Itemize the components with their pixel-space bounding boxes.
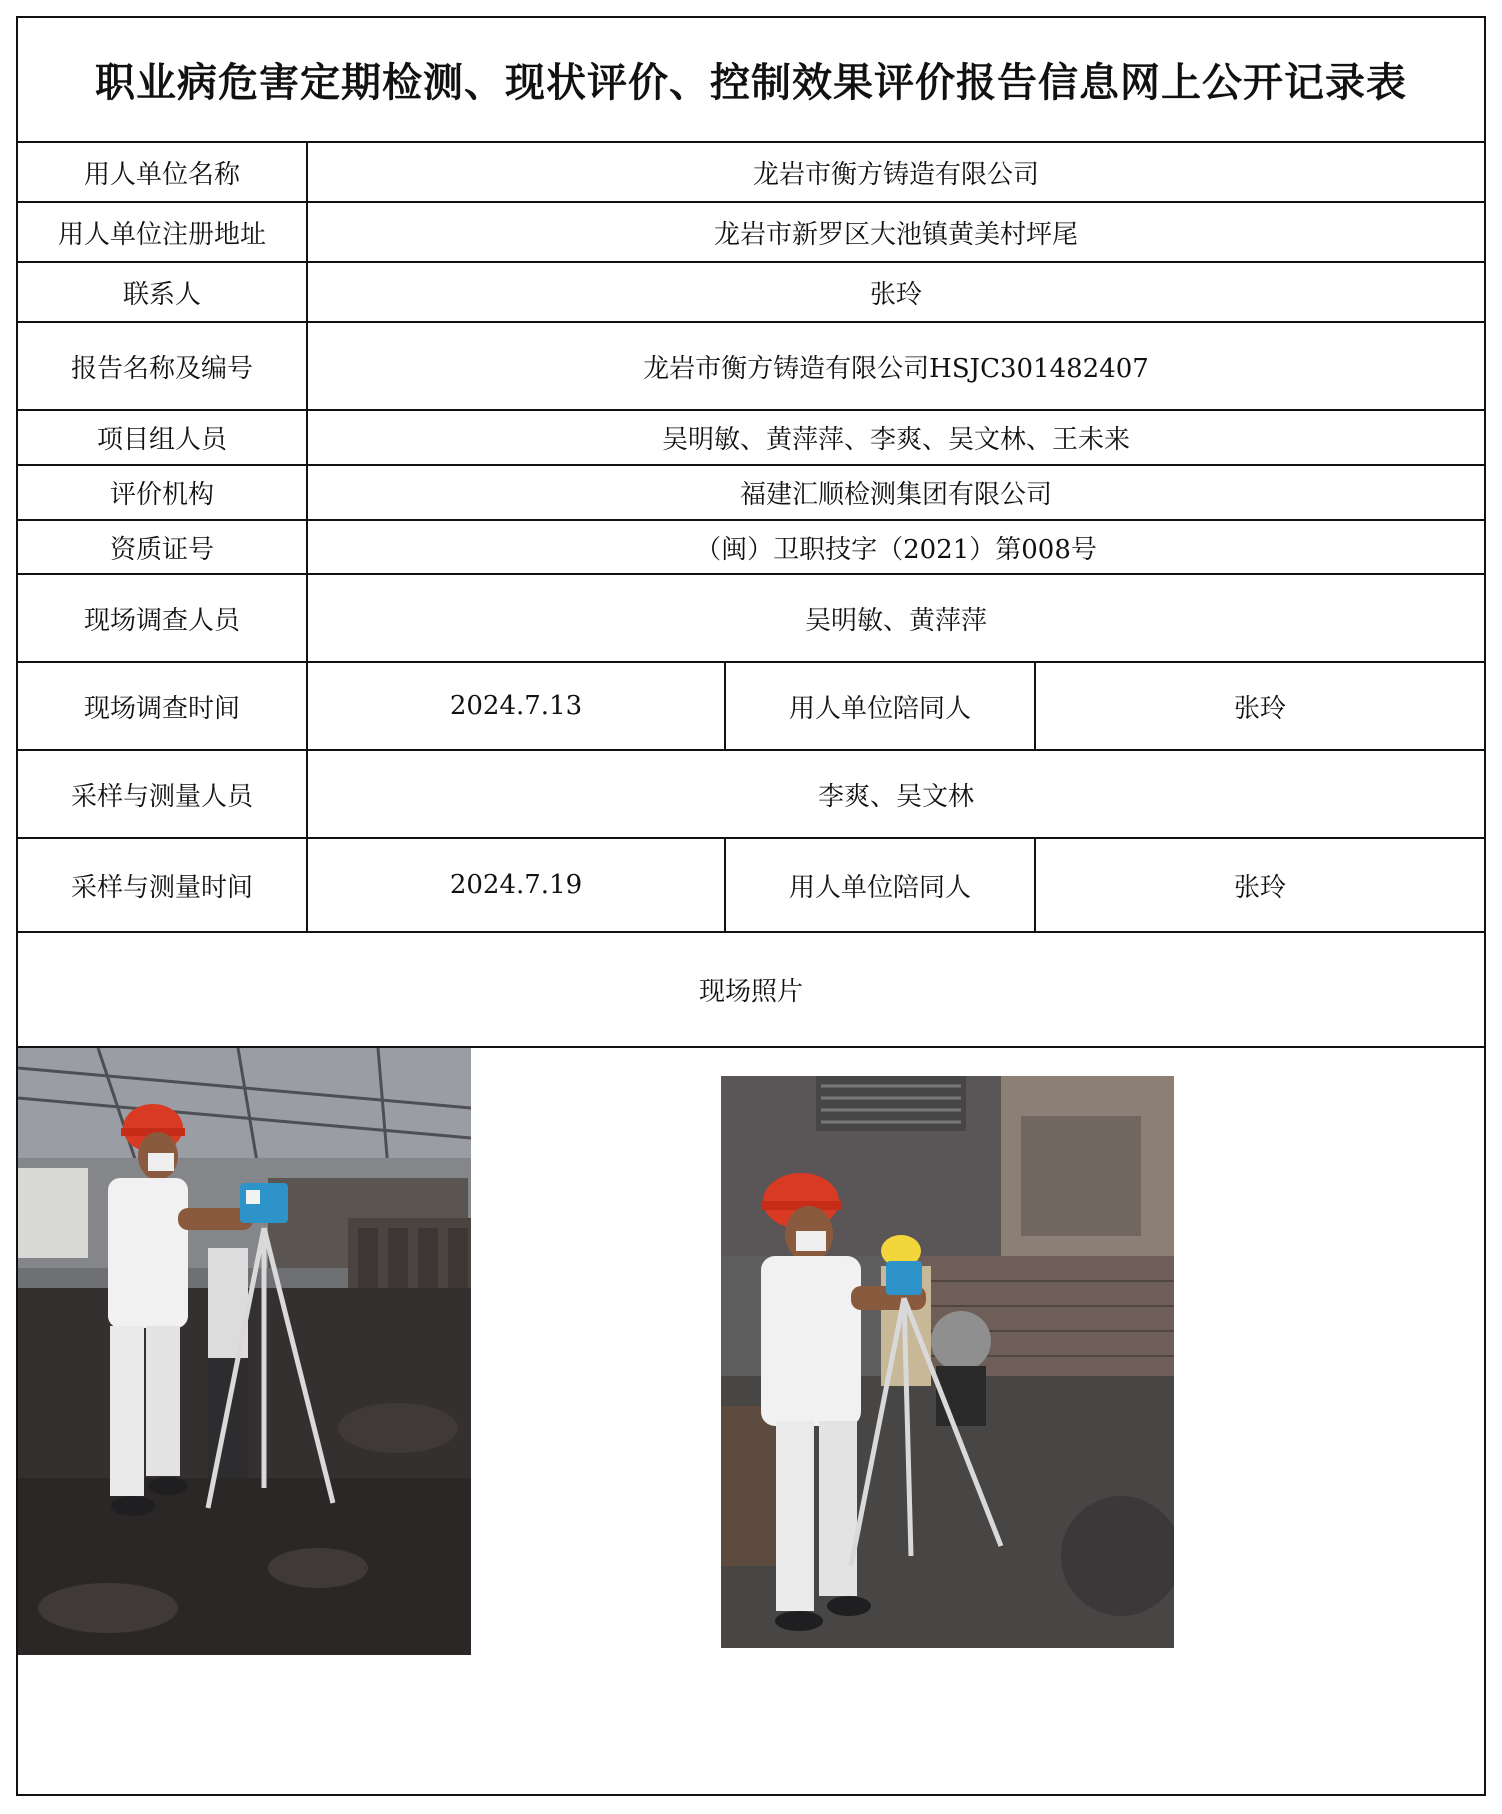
row-contact xyxy=(18,263,1484,323)
row-sampling-staff xyxy=(18,751,1484,839)
label-survey-time: 现场调查时间 xyxy=(18,663,308,749)
value-sampling-staff: 李爽、吴文林 xyxy=(817,781,974,812)
value-contact: 张玲 xyxy=(869,279,922,310)
record-sheet xyxy=(16,16,1486,1796)
value-survey-staff: 吴明敏、黄萍萍 xyxy=(804,605,987,636)
label-contact: 联系人 xyxy=(18,263,308,321)
row-report xyxy=(18,323,1484,411)
row-qualification xyxy=(18,521,1484,575)
photos-heading: 现场照片 xyxy=(18,933,1484,1048)
value-qualification: （闽）卫职技字（2021）第008号 xyxy=(695,534,1097,565)
label-sampling-staff: 采样与测量人员 xyxy=(18,751,308,837)
label-survey-staff: 现场调查人员 xyxy=(18,575,308,661)
value-employer-name: 龙岩市衡方铸造有限公司 xyxy=(752,159,1039,190)
row-sampling-time xyxy=(18,839,1484,933)
label-employer-name: 用人单位名称 xyxy=(18,143,308,201)
value-address: 龙岩市新罗区大池镇黄美村坪尾 xyxy=(713,219,1078,250)
label-report: 报告名称及编号 xyxy=(18,323,308,409)
value-survey-time: 2024.7.13 xyxy=(308,663,726,749)
value-survey-companion: 张玲 xyxy=(1233,693,1286,724)
row-institution xyxy=(18,466,1484,521)
label-sampling-companion: 用人单位陪同人 xyxy=(726,839,1036,931)
site-photo-1 xyxy=(18,1048,471,1655)
value-institution: 福建汇顺检测集团有限公司 xyxy=(739,480,1052,510)
label-survey-companion: 用人单位陪同人 xyxy=(726,663,1036,749)
page-title: 职业病危害定期检测、现状评价、控制效果评价报告信息网上公开记录表 xyxy=(18,18,1484,143)
value-sampling-companion: 张玲 xyxy=(1233,872,1286,903)
value-sampling-time: 2024.7.19 xyxy=(308,839,726,931)
value-team: 吴明敏、黄萍萍、李爽、吴文林、王未来 xyxy=(661,425,1130,455)
label-team: 项目组人员 xyxy=(18,411,308,464)
row-employer-name xyxy=(18,143,1484,203)
row-address xyxy=(18,203,1484,263)
value-report: 龙岩市衡方铸造有限公司HSJC301482407 xyxy=(643,353,1149,384)
label-qualification: 资质证号 xyxy=(18,521,308,573)
label-institution: 评价机构 xyxy=(18,466,308,519)
site-photo-2 xyxy=(721,1076,1174,1648)
row-survey-time xyxy=(18,663,1484,751)
label-address: 用人单位注册地址 xyxy=(18,203,308,261)
row-survey-staff xyxy=(18,575,1484,663)
label-sampling-time: 采样与测量时间 xyxy=(18,839,308,931)
row-team xyxy=(18,411,1484,466)
